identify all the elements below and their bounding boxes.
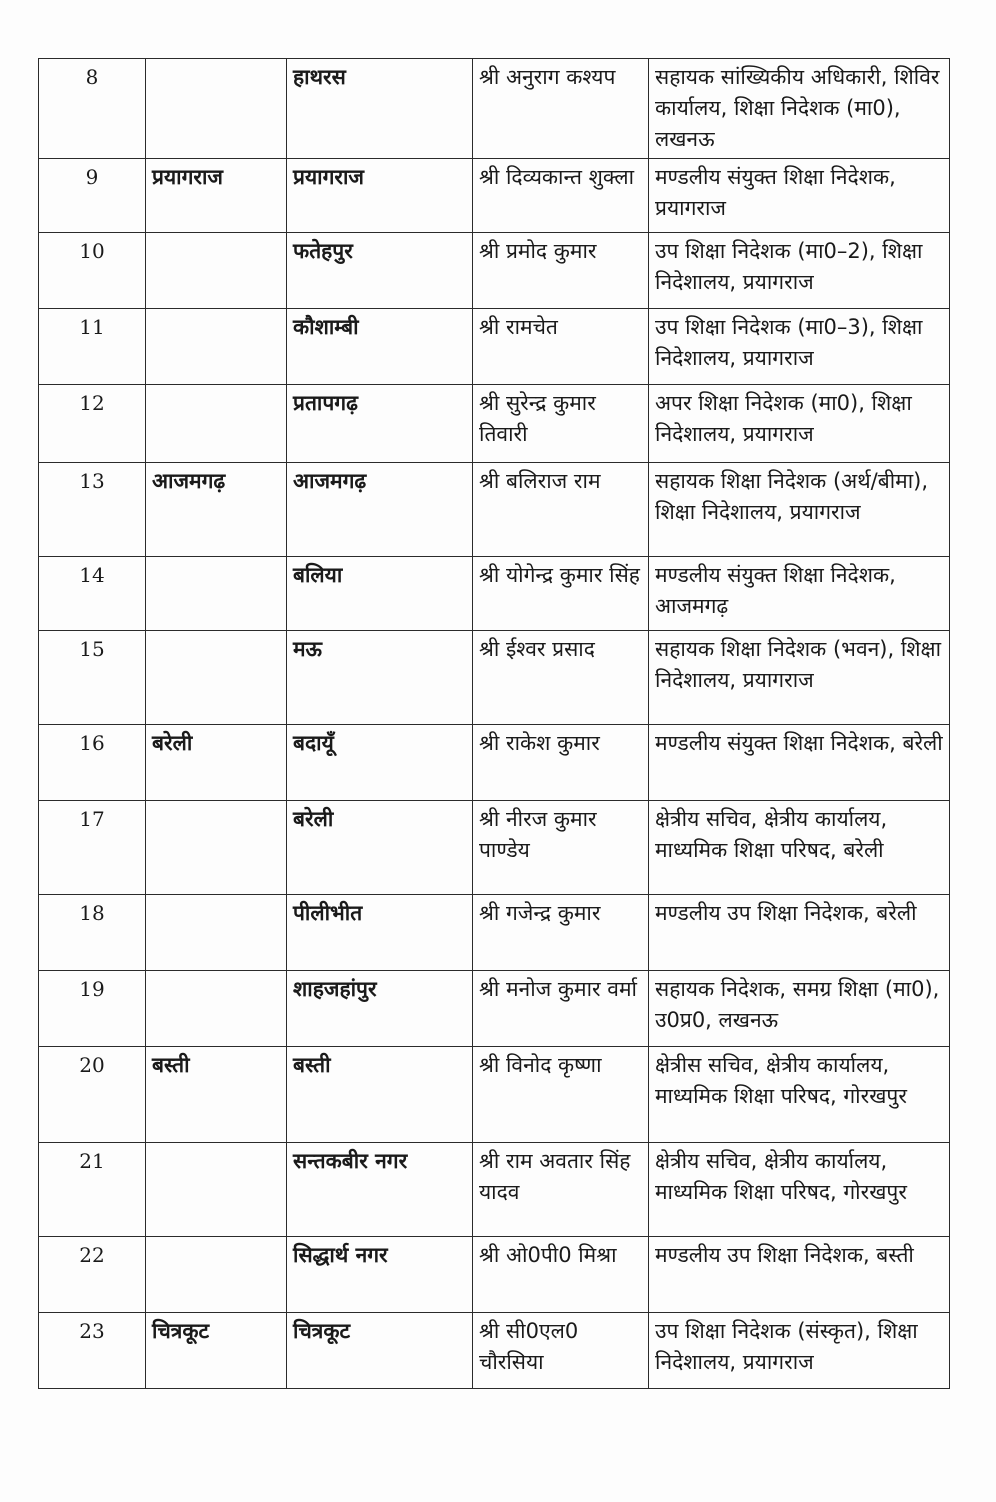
officer-post-cell: उप शिक्षा निदेशक (मा0–2), शिक्षा निदेशालय, प्रयागराज: [649, 233, 950, 309]
district-cell: शाहजहांपुर: [287, 971, 473, 1047]
district-cell: बलिया: [287, 557, 473, 631]
district-cell: चित्रकूट: [287, 1313, 473, 1389]
officer-post-cell: सहायक शिक्षा निदेशक (अर्थ/बीमा), शिक्षा निदेशालय, प्रयागराज: [649, 463, 950, 557]
officer-name-cell: श्री मनोज कुमार वर्मा: [473, 971, 649, 1047]
division-cell: [146, 309, 287, 385]
table-row: [39, 1143, 950, 1237]
serial-number-cell: 18: [39, 895, 146, 971]
officer-name-cell: श्री विनोद कृष्णा: [473, 1047, 649, 1143]
officer-name-cell: श्री गजेन्द्र कुमार: [473, 895, 649, 971]
officer-post-cell: उप शिक्षा निदेशक (मा0–3), शिक्षा निदेशालय, प्रयागराज: [649, 309, 950, 385]
table-row: [39, 309, 950, 385]
officer-post-cell: मण्डलीय संयुक्त शिक्षा निदेशक, प्रयागराज: [649, 159, 950, 233]
table-row: [39, 895, 950, 971]
division-cell: [146, 971, 287, 1047]
serial-number-cell: 23: [39, 1313, 146, 1389]
officer-post-cell: अपर शिक्षा निदेशक (मा0), शिक्षा निदेशालय, प्रयागराज: [649, 385, 950, 463]
officer-name-cell: श्री राकेश कुमार: [473, 725, 649, 801]
district-cell: मऊ: [287, 631, 473, 725]
serial-number-cell: 11: [39, 309, 146, 385]
officer-post-cell: मण्डलीय उप शिक्षा निदेशक, बस्ती: [649, 1237, 950, 1313]
officer-name-cell: श्री अनुराग कश्यप: [473, 59, 649, 159]
serial-number-cell: 13: [39, 463, 146, 557]
serial-number-cell: 8: [39, 59, 146, 159]
division-cell: [146, 557, 287, 631]
division-cell: [146, 233, 287, 309]
district-cell: फतेहपुर: [287, 233, 473, 309]
officer-post-cell: सहायक सांख्यिकीय अधिकारी, शिविर कार्यालय, शिक्षा निदेशक (मा0), लखनऊ: [649, 59, 950, 159]
district-cell: पीलीभीत: [287, 895, 473, 971]
officer-name-cell: श्री राम अवतार सिंह यादव: [473, 1143, 649, 1237]
officer-name-cell: श्री प्रमोद कुमार: [473, 233, 649, 309]
division-cell: प्रयागराज: [146, 159, 287, 233]
officer-post-cell: मण्डलीय संयुक्त शिक्षा निदेशक, बरेली: [649, 725, 950, 801]
serial-number-cell: 21: [39, 1143, 146, 1237]
table-row: [39, 631, 950, 725]
division-cell: [146, 895, 287, 971]
district-cell: प्रतापगढ़: [287, 385, 473, 463]
officer-post-cell: क्षेत्रीय सचिव, क्षेत्रीय कार्यालय, माध्यमिक शिक्षा परिषद, गोरखपुर: [649, 1143, 950, 1237]
officer-post-cell: सहायक शिक्षा निदेशक (भवन), शिक्षा निदेशालय, प्रयागराज: [649, 631, 950, 725]
officer-name-cell: श्री ईश्वर प्रसाद: [473, 631, 649, 725]
district-cell: बरेली: [287, 801, 473, 895]
district-cell: आजमगढ़: [287, 463, 473, 557]
officer-post-cell: मण्डलीय उप शिक्षा निदेशक, बरेली: [649, 895, 950, 971]
officer-post-cell: उप शिक्षा निदेशक (संस्कृत), शिक्षा निदेशालय, प्रयागराज: [649, 1313, 950, 1389]
division-cell: [146, 59, 287, 159]
division-cell: [146, 385, 287, 463]
serial-number-cell: 19: [39, 971, 146, 1047]
division-cell: चित्रकूट: [146, 1313, 287, 1389]
table-row: [39, 385, 950, 463]
officer-assignment-table: [38, 58, 950, 1389]
table-body: [39, 59, 950, 1389]
district-cell: हाथरस: [287, 59, 473, 159]
division-cell: आजमगढ़: [146, 463, 287, 557]
division-cell: बस्ती: [146, 1047, 287, 1143]
table-row: [39, 463, 950, 557]
serial-number-cell: 10: [39, 233, 146, 309]
officer-post-cell: मण्डलीय संयुक्त शिक्षा निदेशक, आजमगढ़: [649, 557, 950, 631]
serial-number-cell: 17: [39, 801, 146, 895]
officer-post-cell: क्षेत्रीय सचिव, क्षेत्रीय कार्यालय, माध्यमिक शिक्षा परिषद, बरेली: [649, 801, 950, 895]
officer-post-cell: सहायक निदेशक, समग्र शिक्षा (मा0), उ0प्र0, लखनऊ: [649, 971, 950, 1047]
officer-name-cell: श्री योगेन्द्र कुमार सिंह: [473, 557, 649, 631]
table-row: [39, 159, 950, 233]
officer-name-cell: श्री सुरेन्द्र कुमार तिवारी: [473, 385, 649, 463]
district-cell: प्रयागराज: [287, 159, 473, 233]
officer-name-cell: श्री दिव्यकान्त शुक्ला: [473, 159, 649, 233]
table-row: [39, 557, 950, 631]
table-row: [39, 1313, 950, 1389]
serial-number-cell: 12: [39, 385, 146, 463]
division-cell: [146, 1237, 287, 1313]
officer-name-cell: श्री नीरज कुमार पाण्डेय: [473, 801, 649, 895]
officer-name-cell: श्री बलिराज राम: [473, 463, 649, 557]
serial-number-cell: 20: [39, 1047, 146, 1143]
division-cell: [146, 801, 287, 895]
serial-number-cell: 9: [39, 159, 146, 233]
district-cell: कौशाम्बी: [287, 309, 473, 385]
table-row: [39, 1047, 950, 1143]
division-cell: बरेली: [146, 725, 287, 801]
division-cell: [146, 631, 287, 725]
officer-name-cell: श्री रामचेत: [473, 309, 649, 385]
table-row: [39, 1237, 950, 1313]
serial-number-cell: 16: [39, 725, 146, 801]
officer-name-cell: श्री सी0एल0 चौरसिया: [473, 1313, 649, 1389]
table-row: [39, 725, 950, 801]
district-cell: बदायूँ: [287, 725, 473, 801]
serial-number-cell: 14: [39, 557, 146, 631]
district-cell: सिद्धार्थ नगर: [287, 1237, 473, 1313]
table-row: [39, 971, 950, 1047]
serial-number-cell: 22: [39, 1237, 146, 1313]
table-row: [39, 801, 950, 895]
division-cell: [146, 1143, 287, 1237]
officer-post-cell: क्षेत्रीस सचिव, क्षेत्रीय कार्यालय, माध्यमिक शिक्षा परिषद, गोरखपुर: [649, 1047, 950, 1143]
serial-number-cell: 15: [39, 631, 146, 725]
table-row: [39, 233, 950, 309]
district-cell: बस्ती: [287, 1047, 473, 1143]
officer-name-cell: श्री ओ0पी0 मिश्रा: [473, 1237, 649, 1313]
table-row: [39, 59, 950, 159]
district-cell: सन्तकबीर नगर: [287, 1143, 473, 1237]
